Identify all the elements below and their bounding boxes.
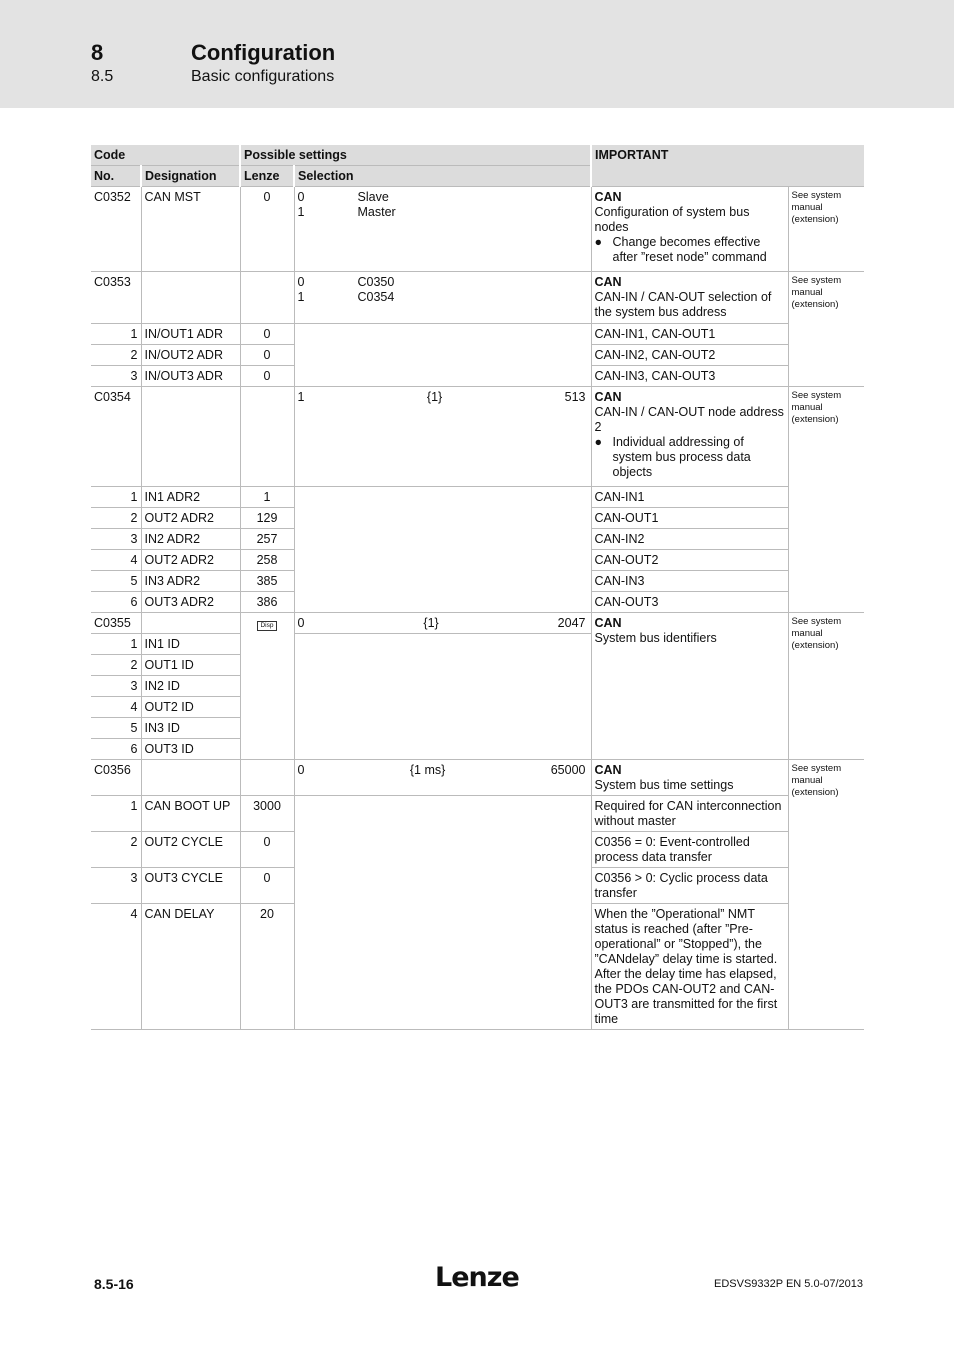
range-min: 1 (297, 390, 305, 404)
designation-cell: OUT1 ID (141, 655, 240, 676)
table-row (91, 796, 864, 832)
important-text: CAN-IN / CAN-OUT selection of the system bus address (594, 290, 772, 319)
lenze-cell: 0 (240, 345, 294, 366)
range-min: 0 (297, 763, 305, 777)
important-bullet: Change becomes effective after ”reset node” command (612, 235, 767, 264)
see-manual-note: See system manual (extension) (788, 272, 864, 387)
selection-cell (294, 796, 591, 1030)
sub-no: 1 (105, 796, 141, 832)
lenze-cell: 0 (240, 868, 294, 904)
table-row (91, 760, 864, 796)
bullet-icon: ● (594, 435, 603, 449)
table-header-row (91, 145, 864, 166)
designation-cell: OUT2 ID (141, 697, 240, 718)
important-cell: CAN-IN2, CAN-OUT2 (591, 345, 788, 366)
table-row (91, 272, 864, 324)
selection-label: C0354 (357, 290, 395, 304)
table-row (91, 487, 864, 508)
header-designation: Designation (141, 166, 240, 187)
parameter-table (91, 145, 864, 1030)
range-max: 513 (564, 390, 586, 404)
table-row (91, 613, 864, 634)
see-manual-note: See system manual (extension) (788, 387, 864, 613)
designation-cell (141, 387, 240, 487)
range-max: 2047 (557, 616, 586, 630)
page-header (0, 0, 954, 108)
designation-cell (141, 613, 240, 634)
important-text: System bus identifiers (594, 631, 717, 645)
important-cell (591, 272, 788, 324)
sub-no: 3 (105, 366, 141, 387)
sub-no: 4 (105, 904, 141, 1030)
selection-cell (294, 272, 591, 324)
selection-label: Master (357, 205, 396, 219)
selection-label: Slave (357, 190, 389, 204)
selection-cell (294, 487, 591, 613)
page-number: 8.5-16 (94, 1276, 134, 1292)
lenze-cell: 0 (240, 366, 294, 387)
important-cell: CAN-IN1 (591, 487, 788, 508)
important-cell (591, 387, 788, 487)
important-cell: CAN-OUT2 (591, 550, 788, 571)
designation-cell: IN3 ID (141, 718, 240, 739)
important-text: System bus time settings (594, 778, 734, 792)
important-cell: C0356 = 0: Event-controlled process data transfer (591, 832, 788, 868)
important-cell: CAN-IN3, CAN-OUT3 (591, 366, 788, 387)
designation-cell: IN/OUT2 ADR (141, 345, 240, 366)
important-text: Configuration of system bus nodes (594, 205, 750, 234)
selection-value: 1 (297, 205, 305, 219)
important-cell: C0356 > 0: Cyclic process data transfer (591, 868, 788, 904)
designation-cell: CAN MST (141, 187, 240, 272)
range-max: 65000 (550, 763, 586, 777)
important-title: CAN (594, 275, 622, 289)
lenze-cell: 3000 (240, 796, 294, 832)
important-cell: CAN-IN2 (591, 529, 788, 550)
header-code: Code (91, 145, 240, 166)
code-cell: C0353 (91, 272, 141, 324)
sub-no: 5 (105, 718, 141, 739)
section-number: 8.5 (91, 68, 114, 85)
selection-cell (294, 760, 591, 796)
sub-no: 3 (105, 529, 141, 550)
sub-no: 6 (105, 592, 141, 613)
table-row (91, 324, 864, 345)
code-cell: C0352 (91, 187, 141, 272)
lenze-cell: 1 (240, 487, 294, 508)
designation-cell: OUT3 CYCLE (141, 868, 240, 904)
sub-no: 4 (105, 550, 141, 571)
designation-cell (141, 272, 240, 324)
chapter-number: 8 (91, 40, 104, 65)
selection-label: C0350 (357, 275, 395, 289)
designation-cell: OUT2 CYCLE (141, 832, 240, 868)
sub-no: 3 (105, 868, 141, 904)
sub-no: 6 (105, 739, 141, 760)
designation-cell: IN/OUT3 ADR (141, 366, 240, 387)
important-cell: CAN-IN1, CAN-OUT1 (591, 324, 788, 345)
important-cell (591, 760, 788, 796)
lenze-cell: 0 (240, 832, 294, 868)
selection-cell (294, 634, 591, 760)
lenze-cell (240, 387, 294, 487)
document-id: EDSVS9332P EN 5.0-07/2013 (713, 1278, 863, 1290)
selection-value: 0 (297, 275, 305, 289)
sub-no: 2 (105, 508, 141, 529)
selection-value: 1 (297, 290, 305, 304)
selection-value: 0 (297, 190, 305, 204)
lenze-cell: 129 (240, 508, 294, 529)
sub-no: 1 (105, 487, 141, 508)
designation-cell: IN1 ID (141, 634, 240, 655)
designation-cell: IN2 ID (141, 676, 240, 697)
selection-cell (294, 187, 591, 272)
sub-no: 4 (105, 697, 141, 718)
important-cell: When the ”Operational” NMT status is reached (after ”Pre-operational” or ”Stopped”), the ”CANdelay” delay time is started. After the delay time has elapsed, the PDOs CAN-OUT2 and CAN-OUT3 are transmitted for the first time (591, 904, 788, 1030)
code-cell: C0356 (91, 760, 141, 796)
selection-cell (294, 387, 591, 487)
bullet-icon: ● (594, 235, 603, 249)
range-step: {1} (426, 390, 443, 404)
important-title: CAN (594, 390, 622, 404)
section-title: Basic configurations (191, 68, 335, 85)
lenze-cell: 0 (240, 187, 294, 272)
important-cell (591, 187, 788, 272)
selection-cell (294, 613, 591, 634)
header-possible-settings: Possible settings (240, 145, 591, 166)
important-text: CAN-IN / CAN-OUT node address 2 (594, 405, 784, 434)
sub-no: 1 (105, 634, 141, 655)
designation-cell: IN3 ADR2 (141, 571, 240, 592)
important-cell: CAN-OUT1 (591, 508, 788, 529)
designation-cell: IN1 ADR2 (141, 487, 240, 508)
code-cell: C0355 (91, 613, 141, 634)
lenze-cell: 386 (240, 592, 294, 613)
sub-no: 3 (105, 676, 141, 697)
designation-cell: OUT2 ADR2 (141, 508, 240, 529)
important-title: CAN (594, 616, 622, 630)
lenze-cell (240, 272, 294, 324)
lenze-cell: 257 (240, 529, 294, 550)
see-manual-note: See system manual (extension) (788, 760, 864, 1030)
range-step: {1} (423, 616, 439, 630)
header-lenze: Lenze (240, 166, 294, 187)
header-selection: Selection (294, 166, 591, 187)
range-step: {1 ms} (409, 763, 446, 777)
lenze-cell: 385 (240, 571, 294, 592)
lenze-cell (240, 613, 294, 760)
table-row (91, 387, 864, 487)
range-min: 0 (297, 616, 305, 630)
lenze-cell: 0 (240, 324, 294, 345)
display-only-badge: Disp (257, 621, 276, 631)
sub-no: 2 (105, 655, 141, 676)
table-row (91, 187, 864, 272)
important-cell: CAN-IN3 (591, 571, 788, 592)
important-title: CAN (594, 190, 622, 204)
sub-no: 1 (105, 324, 141, 345)
sub-no: 5 (105, 571, 141, 592)
designation-cell: OUT2 ADR2 (141, 550, 240, 571)
important-cell (591, 613, 788, 760)
designation-cell: CAN DELAY (141, 904, 240, 1030)
lenze-logo: Lenze (435, 1262, 519, 1293)
designation-cell: OUT3 ID (141, 739, 240, 760)
designation-cell: IN/OUT1 ADR (141, 324, 240, 345)
designation-cell: IN2 ADR2 (141, 529, 240, 550)
lenze-cell: 20 (240, 904, 294, 1030)
header-no: No. (91, 166, 141, 187)
important-cell: CAN-OUT3 (591, 592, 788, 613)
code-cell: C0354 (91, 387, 141, 487)
designation-cell: CAN BOOT UP (141, 796, 240, 832)
designation-cell (141, 760, 240, 796)
important-cell: Required for CAN interconnection without master (591, 796, 788, 832)
see-manual-note: See system manual (extension) (788, 613, 864, 760)
selection-cell (294, 324, 591, 387)
important-title: CAN (594, 763, 622, 777)
sub-no: 2 (105, 345, 141, 366)
see-manual-note: See system manual (extension) (788, 187, 864, 272)
important-bullet: Individual addressing of system bus process data objects (612, 435, 751, 479)
lenze-cell: 258 (240, 550, 294, 571)
sub-no: 2 (105, 832, 141, 868)
designation-cell: OUT3 ADR2 (141, 592, 240, 613)
chapter-title: Configuration (191, 40, 336, 65)
lenze-cell (240, 760, 294, 796)
header-important: IMPORTANT (591, 145, 864, 187)
